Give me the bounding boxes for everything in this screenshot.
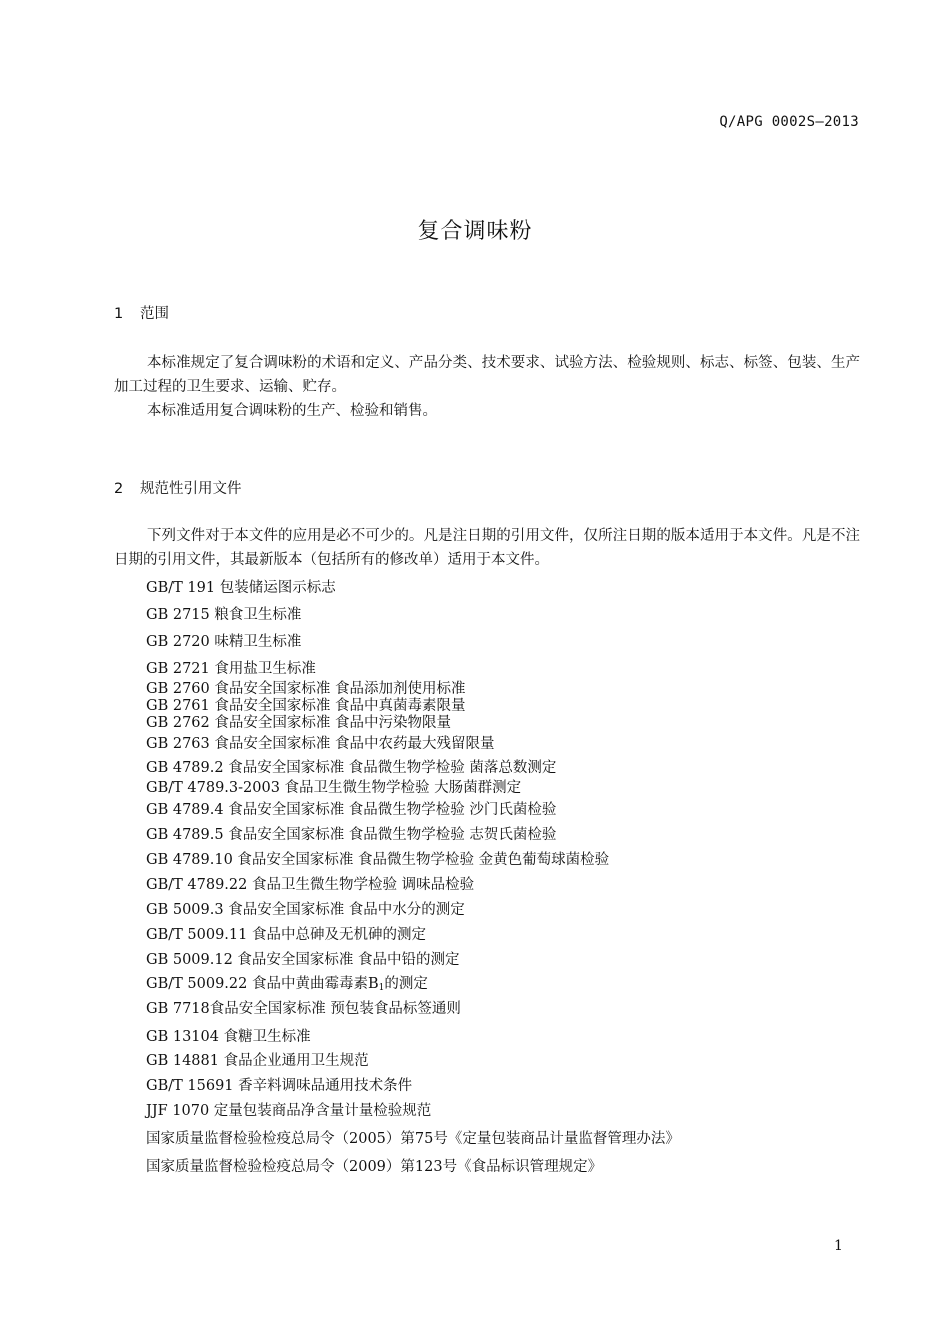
page-number: 1 <box>834 1238 843 1254</box>
section-2-title: 规范性引用文件 <box>140 481 242 497</box>
document-title: 复合调味粉 <box>417 219 533 244</box>
section-1-number: 1 <box>114 306 124 322</box>
reference-item: GB 4789.2 食品安全国家标准 食品微生物学检验 菌落总数测定 <box>146 760 557 776</box>
reference-item-aflatoxin <box>146 975 428 997</box>
section-1-paragraph-1: 本标准规定了复合调味粉的术语和定义、产品分类、技术要求、试验方法、检验规则、标志、标签、包装、生产加工过程的卫生要求、运输、贮存。 <box>114 355 860 395</box>
reference-item: GB 2715 粮食卫生标准 <box>146 607 302 623</box>
section-2-intro: 下列文件对于本文件的应用是必不可少的。凡是注日期的引用文件，仅所注日期的版本适用于本文件。凡是不注日期的引用文件，其最新版本（包括所有的修改单）适用于本文件。 <box>114 528 860 568</box>
section-2-number: 2 <box>114 481 124 497</box>
reference-subscript: 1 <box>378 983 385 993</box>
reference-item: 国家质量监督检验检疫总局令（2009）第123号《食品标识管理规定》 <box>146 1159 603 1175</box>
reference-item: GB/T 4789.22 食品卫生微生物学检验 调味品检验 <box>146 877 475 893</box>
reference-item: GB 2763 食品安全国家标准 食品中农药最大残留限量 <box>146 736 495 752</box>
reference-item: GB/T 15691 香辛料调味品通用技术条件 <box>146 1078 413 1094</box>
reference-suffix: 的测定 <box>384 976 428 992</box>
reference-item: GB 2760 食品安全国家标准 食品添加剂使用标准 <box>146 681 466 697</box>
reference-item: GB/T 5009.11 食品中总砷及无机砷的测定 <box>146 927 426 943</box>
reference-item: GB 4789.5 食品安全国家标准 食品微生物学检验 志贺氏菌检验 <box>146 827 557 843</box>
reference-item: GB 14881 食品企业通用卫生规范 <box>146 1053 369 1069</box>
reference-item: GB/T 191 包装储运图示标志 <box>146 580 336 596</box>
section-1-title: 范围 <box>140 306 169 322</box>
reference-item: GB 2720 味精卫生标准 <box>146 634 302 650</box>
section-1-paragraph-2: 本标准适用复合调味粉的生产、检验和销售。 <box>147 403 437 419</box>
reference-item: GB 13104 食糖卫生标准 <box>146 1029 311 1045</box>
reference-item: GB 7718食品安全国家标准 预包装食品标签通则 <box>146 1001 461 1017</box>
reference-item: GB 2761 食品安全国家标准 食品中真菌毒素限量 <box>146 698 466 714</box>
reference-item: GB 2721 食用盐卫生标准 <box>146 661 316 677</box>
reference-item: GB 2762 食品安全国家标准 食品中污染物限量 <box>146 715 451 731</box>
reference-item: GB 5009.3 食品安全国家标准 食品中水分的测定 <box>146 902 465 918</box>
reference-item: GB 5009.12 食品安全国家标准 食品中铅的测定 <box>146 952 460 968</box>
reference-item: GB 4789.10 食品安全国家标准 食品微生物学检验 金黄色葡萄球菌检验 <box>146 852 610 868</box>
reference-item: 国家质量监督检验检疫总局令（2005）第75号《定量包装商品计量监督管理办法》 <box>146 1131 680 1147</box>
standard-code: Q/APG 0002S—2013 <box>719 114 859 130</box>
reference-item: GB 4789.4 食品安全国家标准 食品微生物学检验 沙门氏菌检验 <box>146 802 557 818</box>
reference-item: JJF 1070 定量包装商品净含量计量检验规范 <box>146 1103 432 1119</box>
section-1-heading <box>114 302 169 323</box>
reference-item: GB/T 4789.3-2003 食品卫生微生物学检验 大肠菌群测定 <box>146 780 522 796</box>
reference-text: GB/T 5009.22 食品中黄曲霉毒素B <box>146 976 379 992</box>
section-2-heading <box>114 477 242 498</box>
